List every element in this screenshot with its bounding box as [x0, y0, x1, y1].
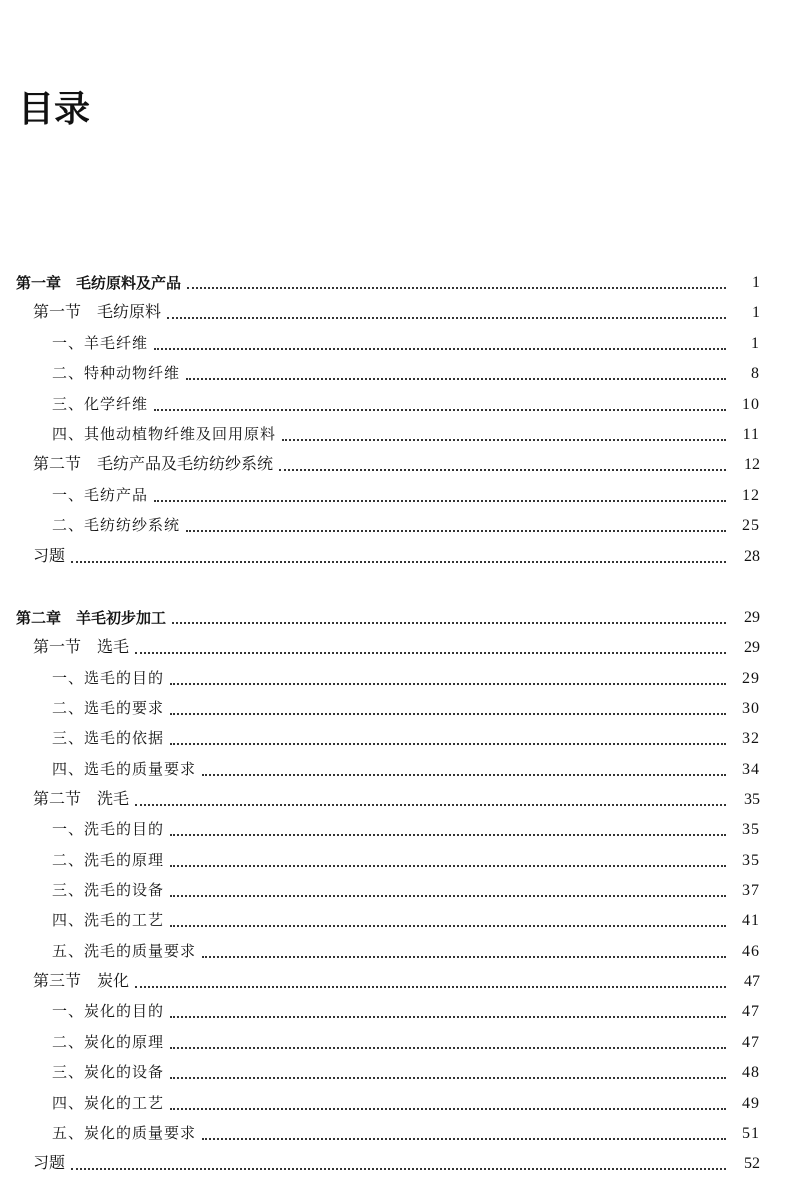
toc-entry-label: 四、洗毛的工艺 — [52, 913, 165, 929]
toc-page-number: 34 — [742, 761, 760, 778]
toc-entry-exercise[interactable] — [0, 1149, 800, 1179]
dot-leader — [167, 316, 726, 319]
toc-page-number: 47 — [742, 1003, 760, 1020]
toc-page-number: 47 — [742, 1034, 760, 1051]
toc-entry-item[interactable] — [0, 694, 800, 724]
toc-entry-exercise[interactable] — [0, 542, 800, 572]
dot-leader — [154, 347, 726, 350]
toc-page-number: 37 — [742, 882, 760, 899]
toc-page-number: 30 — [742, 700, 760, 717]
dot-leader — [170, 1046, 726, 1049]
toc-entry-item[interactable] — [0, 329, 800, 359]
toc-entry-label: 第二节 洗毛 — [33, 791, 130, 808]
dot-leader — [170, 833, 726, 836]
toc-entry-label: 第二章 羊毛初步加工 — [16, 609, 167, 627]
toc-page-number: 41 — [742, 912, 760, 929]
dot-leader — [170, 1107, 726, 1110]
dot-leader — [71, 1167, 726, 1170]
toc-entry-item[interactable] — [0, 511, 800, 541]
toc-entry-label: 一、洗毛的目的 — [52, 822, 165, 838]
toc-entry-label: 三、化学纤维 — [52, 397, 149, 413]
toc-page-number: 12 — [742, 487, 760, 504]
toc-entry-label: 二、选毛的要求 — [52, 701, 165, 717]
toc-page-number: 48 — [742, 1064, 760, 1081]
toc-entry-label: 四、炭化的工艺 — [52, 1096, 165, 1112]
toc-page-number: 46 — [742, 943, 760, 960]
toc-entry-chapter[interactable] — [0, 268, 800, 298]
toc-page-number: 51 — [742, 1125, 760, 1142]
toc-page-number: 8 — [751, 365, 760, 382]
dot-leader — [135, 803, 726, 806]
toc-entry-item[interactable] — [0, 937, 800, 967]
toc-entry-label: 二、炭化的原理 — [52, 1035, 165, 1051]
page-title: 目录 — [18, 89, 91, 130]
dot-leader — [186, 529, 726, 532]
dot-leader — [186, 377, 726, 380]
toc-page-number: 10 — [742, 396, 760, 413]
toc-entry-item[interactable] — [0, 724, 800, 754]
toc-entry-label: 三、炭化的设备 — [52, 1065, 165, 1081]
toc-entry-item[interactable] — [0, 664, 800, 694]
toc-page-number: 29 — [744, 609, 760, 626]
toc-entry-section[interactable] — [0, 785, 800, 815]
toc-entry-label: 四、其他动植物纤维及回用原料 — [52, 427, 277, 443]
dot-leader — [135, 985, 726, 988]
toc-entry-item[interactable] — [0, 997, 800, 1027]
toc-page-number: 47 — [744, 973, 760, 990]
toc-page-number: 1 — [751, 335, 760, 352]
toc-entry-item[interactable] — [0, 359, 800, 389]
dot-leader — [170, 894, 726, 897]
dot-leader — [170, 864, 726, 867]
dot-leader — [170, 712, 726, 715]
toc-entry-item[interactable] — [0, 420, 800, 450]
toc-entry-section[interactable] — [0, 633, 800, 663]
toc-entry-label: 一、羊毛纤维 — [52, 336, 149, 352]
toc-entry-label: 四、选毛的质量要求 — [52, 762, 197, 778]
toc-entry-label: 习题 — [33, 548, 66, 565]
toc-entry-item[interactable] — [0, 1089, 800, 1119]
toc-entry-item[interactable] — [0, 755, 800, 785]
dot-leader — [170, 1015, 726, 1018]
toc-page-number: 49 — [742, 1095, 760, 1112]
toc-entry-item[interactable] — [0, 1119, 800, 1149]
toc-entry-item[interactable] — [0, 1028, 800, 1058]
toc-entry-label: 第二节 毛纺产品及毛纺纺纱系统 — [33, 456, 274, 473]
dot-leader — [202, 955, 726, 958]
dot-leader — [282, 438, 726, 441]
dot-leader — [202, 1137, 726, 1140]
toc-entry-label: 第一节 毛纺原料 — [33, 304, 162, 321]
dot-leader — [170, 742, 726, 745]
dot-leader — [71, 560, 726, 563]
toc-page-number: 35 — [742, 852, 760, 869]
dot-leader — [279, 468, 726, 471]
toc-entry-label: 第三节 炭化 — [33, 973, 130, 990]
toc-entry-label: 第一章 毛纺原料及产品 — [16, 274, 182, 292]
toc-page-number: 1 — [752, 274, 760, 291]
toc-page-number: 32 — [742, 730, 760, 747]
toc-entry-label: 五、洗毛的质量要求 — [52, 944, 197, 960]
toc-page-number: 29 — [742, 670, 760, 687]
dot-leader — [154, 408, 726, 411]
toc-page-number: 25 — [742, 517, 760, 534]
toc-entry-label: 二、特种动物纤维 — [52, 366, 181, 382]
toc-entry-label: 一、炭化的目的 — [52, 1004, 165, 1020]
toc-entry-label: 五、炭化的质量要求 — [52, 1126, 197, 1142]
toc-entry-label: 三、洗毛的设备 — [52, 883, 165, 899]
toc-entry-label: 一、毛纺产品 — [52, 488, 149, 504]
toc-entry-section[interactable] — [0, 450, 800, 480]
toc-page-number: 35 — [742, 821, 760, 838]
toc-page-number: 35 — [744, 791, 760, 808]
toc-entry-label: 习题 — [33, 1155, 66, 1172]
toc-entry-section[interactable] — [0, 967, 800, 997]
toc-entry-item[interactable] — [0, 846, 800, 876]
dot-leader — [170, 924, 726, 927]
dot-leader — [172, 621, 726, 624]
toc-entry-item[interactable] — [0, 1058, 800, 1088]
toc-entry-item[interactable] — [0, 876, 800, 906]
dot-leader — [170, 1076, 726, 1079]
toc-entry-item[interactable] — [0, 815, 800, 845]
toc-entry-item[interactable] — [0, 390, 800, 420]
toc-entry-label: 一、选毛的目的 — [52, 671, 165, 687]
dot-leader — [202, 773, 726, 776]
toc-entry-item[interactable] — [0, 481, 800, 511]
toc-entry-label: 二、毛纺纺纱系统 — [52, 518, 181, 534]
toc-entry-label: 第一节 选毛 — [33, 639, 130, 656]
toc-entry-section[interactable] — [0, 298, 800, 328]
toc-page-number: 1 — [752, 304, 760, 321]
toc-page-number: 11 — [742, 426, 760, 443]
toc-page-number: 28 — [744, 548, 760, 565]
dot-leader — [187, 286, 726, 289]
toc-page-number: 52 — [744, 1155, 760, 1172]
dot-leader — [135, 651, 726, 654]
toc-entry-label: 二、洗毛的原理 — [52, 853, 165, 869]
toc-page-number: 29 — [744, 639, 760, 656]
toc-entry-item[interactable] — [0, 906, 800, 936]
toc-entry-chapter[interactable] — [0, 603, 800, 633]
toc-entry-label: 三、选毛的依据 — [52, 731, 165, 747]
toc-page-number: 12 — [744, 456, 760, 473]
dot-leader — [170, 682, 726, 685]
dot-leader — [154, 499, 726, 502]
